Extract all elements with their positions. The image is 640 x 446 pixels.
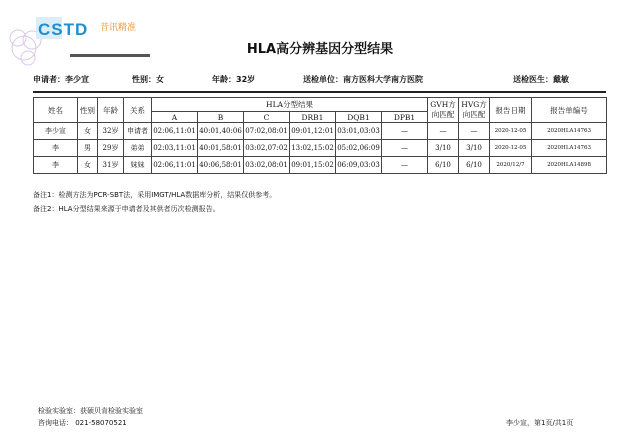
col-header-a: A <box>152 112 198 123</box>
cell-age: 31岁 <box>98 157 124 174</box>
table-row <box>34 140 607 157</box>
gender-label: 性别：女 <box>132 75 164 84</box>
hla-result-table <box>33 97 607 174</box>
col-header-dqb1: DQB1 <box>336 112 382 123</box>
header-divider <box>33 91 606 93</box>
cell-relation: 申请者 <box>124 123 152 140</box>
col-header-age: 年龄 <box>98 98 124 123</box>
col-header-report-no: 报告单编号 <box>532 98 607 123</box>
footer-page: 李少宣，第1页/共1页 <box>506 419 574 427</box>
cell-dqb1: 03:01,03:03 <box>336 123 382 140</box>
footer-phone: 咨询电话： 021-58070521 <box>38 419 127 427</box>
page-title: HLA高分辨基因分型结果 <box>246 42 394 57</box>
cell-c: 03:02,07:02 <box>244 140 290 157</box>
age-label: 年龄：32岁 <box>212 75 256 84</box>
col-header-drb1: DRB1 <box>290 112 336 123</box>
cell-a: 02:06,11:01 <box>152 123 198 140</box>
cell-name: 李少宣 <box>34 123 78 140</box>
cell-name: 李 <box>34 157 78 174</box>
cell-date: 2020-12-05 <box>490 140 532 157</box>
cell-name: 李 <box>34 140 78 157</box>
col-header-date: 报告日期 <box>490 98 532 123</box>
applicant-label: 申请者：李少宣 <box>33 75 89 84</box>
cell-b: 40:06,58:01 <box>198 157 244 174</box>
table-row <box>34 123 607 140</box>
cell-age: 29岁 <box>98 140 124 157</box>
cell-date: 2020-12-05 <box>490 123 532 140</box>
cell-drb1: 13:02,15:02 <box>290 140 336 157</box>
doctor-label: 送检医生：戴敏 <box>513 75 569 84</box>
cell-c: 07:02,08:01 <box>244 123 290 140</box>
table-row <box>34 157 607 174</box>
col-header-gvh: GVH方向匹配 <box>428 98 459 123</box>
cell-dpb1: — <box>382 157 428 174</box>
col-header-dpb1: DPB1 <box>382 112 428 123</box>
logo-chinese: 昔讯精准 <box>100 23 137 33</box>
cell-dpb1: — <box>382 140 428 157</box>
cell-dqb1: 06:09,03:03 <box>336 157 382 174</box>
note-1: 备注1：检测方法为PCR-SBT法，采用IMGT/HLA数据库分析，结果仅供参考。 <box>33 191 277 199</box>
cell-gvh: — <box>428 123 459 140</box>
col-header-gender: 性别 <box>78 98 98 123</box>
cell-gvh: 6/10 <box>428 157 459 174</box>
cell-dqb1: 05:02,06:09 <box>336 140 382 157</box>
cell-c: 03:02,08:01 <box>244 157 290 174</box>
cell-age: 32岁 <box>98 123 124 140</box>
cell-report-no: 2020HLA14898 <box>532 157 607 174</box>
cell-gvh: 3/10 <box>428 140 459 157</box>
cell-hvg: 6/10 <box>459 157 490 174</box>
cell-relation: 妹妹 <box>124 157 152 174</box>
cell-drb1: 09:01,12:01 <box>290 123 336 140</box>
cell-gender: 男 <box>78 140 98 157</box>
cell-gender: 女 <box>78 157 98 174</box>
logo-text: CSTD <box>38 20 89 39</box>
cell-date: 2020/12/7 <box>490 157 532 174</box>
col-header-b: B <box>198 112 244 123</box>
cell-dpb1: — <box>382 123 428 140</box>
cell-report-no: 2020HLA14763 <box>532 140 607 157</box>
cell-drb1: 09:01,15:02 <box>290 157 336 174</box>
col-header-name: 姓名 <box>34 98 78 123</box>
col-header-hvg: HVG方向匹配 <box>459 98 490 123</box>
cell-gender: 女 <box>78 123 98 140</box>
col-header-relation: 关系 <box>124 98 152 123</box>
cell-b: 40:01,40:06 <box>198 123 244 140</box>
footer-lab: 检验实验室：获硕贝肯检验实验室 <box>38 407 143 415</box>
cell-b: 40:01,58:01 <box>198 140 244 157</box>
note-2: 备注2：HLA分型结果来源于申请者及其供者历次检测报告。 <box>33 205 220 213</box>
cell-hvg: 3/10 <box>459 140 490 157</box>
cell-a: 02:06,11:01 <box>152 157 198 174</box>
cell-report-no: 2020HLA14763 <box>532 123 607 140</box>
cell-a: 02:03,11:01 <box>152 140 198 157</box>
cell-relation: 弟弟 <box>124 140 152 157</box>
col-header-c: C <box>244 112 290 123</box>
unit-label: 送检单位：南方医科大学南方医院 <box>303 75 423 84</box>
col-header-hla-group: HLA分型结果 <box>152 98 428 112</box>
cell-hvg: — <box>459 123 490 140</box>
